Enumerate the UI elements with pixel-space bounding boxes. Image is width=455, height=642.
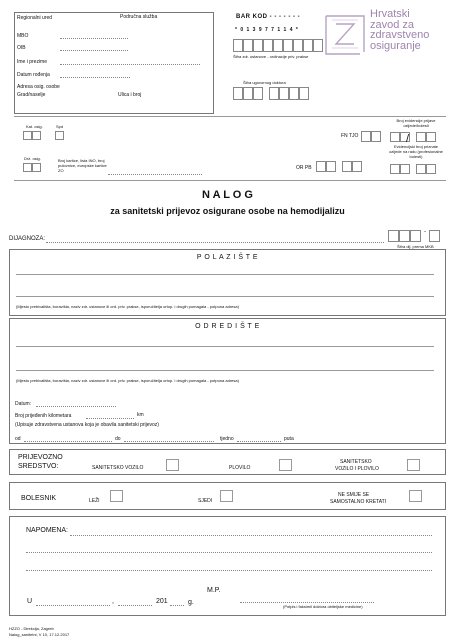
or-pb-label: OR PB — [296, 165, 312, 171]
insurance-category-label: Kat. osig. — [26, 124, 43, 129]
date-comma: , — [112, 598, 114, 605]
ambulance-and-boat-label-2: VOZILO I PLOVILO — [335, 466, 379, 472]
mkb-label: Šifra dij. prema MKB — [397, 244, 434, 249]
km-label: Broj prijeđenih kilometara — [15, 413, 72, 419]
ambulance-option-label: SANITETSKO VOZILO — [92, 465, 144, 471]
diagnosis-label: DIJAGNOZA: — [9, 236, 46, 242]
or-cell[interactable] — [316, 161, 326, 172]
od-label: od — [15, 436, 21, 442]
mkb-cell-3[interactable] — [410, 230, 421, 242]
country-cell[interactable] — [32, 163, 41, 172]
destination-line-1[interactable] — [16, 346, 434, 347]
do-label: do — [115, 436, 121, 442]
oib-label: OIB — [17, 45, 26, 51]
inst-code-cell[interactable] — [243, 39, 253, 52]
ambulance-and-boat-label-1: SANITETSKO — [340, 459, 372, 465]
evidence-slash: / — [406, 133, 410, 145]
signature-hint: (Potpis i faksimil doktora obiteljske medicine) — [283, 604, 363, 609]
spd-label: Spd — [56, 124, 64, 129]
doctor-code-cell[interactable] — [233, 87, 243, 100]
footer-line-1: HZZO - Direkcija, Zagreb — [9, 626, 54, 631]
doctor-code-cell[interactable] — [253, 87, 263, 100]
cannot-move-label-1: NE SMIJE SE — [338, 492, 370, 498]
inst-code-cell[interactable] — [253, 39, 263, 52]
origin-heading: P O L A Z I Š T E — [196, 254, 259, 261]
inst-code-cell[interactable] — [263, 39, 273, 52]
fn-cell[interactable] — [371, 131, 381, 142]
evid2-cell[interactable] — [416, 164, 426, 174]
inst-code-cell[interactable] — [273, 39, 283, 52]
doctor-code-cell[interactable] — [289, 87, 299, 100]
evid2-cell[interactable] — [400, 164, 410, 174]
tjedno-field[interactable] — [237, 441, 281, 442]
regional-office-label: Regionalni ured — [17, 15, 53, 21]
place-field[interactable] — [36, 605, 110, 606]
card-number-field[interactable] — [108, 174, 202, 175]
mkb-cell-1[interactable] — [388, 230, 399, 242]
mkb-cell-2[interactable] — [399, 230, 410, 242]
country-label: Drž. osig. — [24, 156, 41, 161]
km-field[interactable] — [86, 418, 134, 419]
origin-line-2[interactable] — [16, 296, 434, 297]
year-suffix: g. — [188, 599, 194, 606]
evid-cell[interactable] — [426, 132, 436, 142]
logo-line-4: osiguranje — [370, 39, 421, 52]
note-section — [9, 516, 446, 616]
year-field[interactable] — [170, 605, 184, 606]
document-subtitle: za sanitetski prijevoz osigurane osobe na hemodijalizu — [110, 206, 345, 216]
city-label: Grad/naselje — [17, 92, 46, 98]
evid-cell[interactable] — [416, 132, 426, 142]
note-line-2[interactable] — [26, 552, 432, 553]
or-cell[interactable] — [352, 161, 362, 172]
name-field[interactable] — [60, 64, 200, 65]
evidence-number-2-label: Evidencijski broj priznate ozljede na radu (profesionalne bolesti) — [389, 144, 443, 159]
ambulance-checkbox[interactable] — [166, 459, 179, 471]
facility-hint: (Upisuje zdravstvena ustanova koja je obavila sanitetski prijevoz) — [15, 422, 159, 428]
country-cell[interactable] — [23, 163, 32, 172]
od-field[interactable] — [24, 441, 112, 442]
codes-bottom-rule — [14, 180, 446, 181]
note-label: NAPOMENA: — [26, 527, 69, 534]
lying-checkbox[interactable] — [110, 490, 123, 502]
doctor-code-cell[interactable] — [299, 87, 309, 100]
address-label: Adresa osig. osobe — [17, 84, 60, 90]
document-title: N A L O G — [202, 189, 253, 201]
sitting-checkbox[interactable] — [220, 490, 233, 502]
doctor-code-cell[interactable] — [279, 87, 289, 100]
codes-top-rule — [14, 116, 446, 117]
evid-cell[interactable] — [390, 132, 400, 142]
inst-code-cell[interactable] — [293, 39, 303, 52]
mbo-field[interactable] — [60, 38, 128, 39]
note-line-1[interactable] — [70, 535, 432, 536]
footer-line-2: Nalog_sanitetni, V 10, 17.12.2017 — [9, 632, 70, 637]
inst-code-cell[interactable] — [233, 39, 243, 52]
year-label: 201 — [156, 598, 168, 605]
transport-label-2: SREDSTVO: — [18, 463, 59, 470]
boat-option-label: PLOVILO — [229, 465, 251, 471]
evid2-cell[interactable] — [390, 164, 400, 174]
signature-field[interactable] — [240, 602, 374, 603]
date-field[interactable] — [36, 406, 116, 407]
mkb-cell-4[interactable] — [429, 230, 440, 242]
transport-section — [9, 449, 446, 475]
destination-hint: (Mjesto prebivališta, boravišta, naziv zdr. ustanove ili ord. priv. prakse, isporučitelja ortop. i drugih pomagala - potpuna adresa) — [16, 378, 239, 383]
doctor-code-label: Šifra ugovornog doktora — [243, 80, 286, 85]
tjedno-label: tjedno — [220, 436, 234, 442]
date-label: Datum: — [15, 401, 32, 407]
name-label: Ime i prezime — [17, 59, 48, 65]
or-cell[interactable] — [326, 161, 336, 172]
or-cell[interactable] — [342, 161, 352, 172]
inst-code-cell[interactable] — [283, 39, 293, 52]
logo-line-1: Hrvatski — [370, 8, 410, 20]
sitting-option-label: SJEDI — [198, 498, 213, 504]
category-cell-2[interactable] — [32, 131, 41, 140]
destination-line-2[interactable] — [16, 370, 434, 371]
hzzo-logo — [324, 10, 366, 56]
mbo-label: MBO — [17, 33, 29, 39]
barcode-label: BAR KOD - - - - - - - — [236, 14, 301, 20]
hzzo-logo-icon — [324, 10, 366, 56]
origin-hint: (Mjesto prebivališta, boravišta, naziv zdr. ustanove ili ord. priv. prakse, isporučitelja ortop. i drugih pomagala - potpuna adresa) — [16, 304, 239, 309]
inst-code-cell[interactable] — [303, 39, 313, 52]
fn-cell[interactable] — [361, 131, 371, 142]
institution-code-label: Šifra zdr. ustanove - ordinacije priv. prakse — [233, 54, 309, 59]
card-number-label: Broj kartice, lista INO, broj putovnice, europske kartice ZO — [58, 158, 107, 173]
evid2-cell[interactable] — [426, 164, 436, 174]
dob-field[interactable] — [60, 77, 130, 78]
category-cell-1[interactable] — [23, 131, 32, 140]
note-line-3[interactable] — [26, 570, 432, 571]
doctor-code-cell[interactable] — [269, 87, 279, 100]
inst-code-cell[interactable] — [313, 39, 323, 52]
puta-label: puta — [284, 436, 294, 442]
evidence-number-label: Broj evidencije prijave ozljede/bolesti — [396, 118, 436, 128]
oib-field[interactable] — [60, 50, 128, 51]
logo-line-3: zdravstveno — [370, 29, 430, 41]
place-label: U — [27, 598, 33, 605]
spd-cell[interactable] — [55, 131, 64, 140]
barcode-number: * 0 1 3 9 7 7 1 1 4 * — [235, 27, 299, 33]
dob-label: Datum rođenja — [17, 72, 50, 78]
doctor-code-cell[interactable] — [243, 87, 253, 100]
transport-label-1: PRIJEVOZNO — [18, 454, 63, 461]
mkb-dash: - — [424, 229, 426, 235]
km-unit: km — [137, 412, 144, 418]
branch-office-label: Područna služba — [120, 14, 158, 20]
ambulance-and-boat-checkbox[interactable] — [407, 459, 420, 471]
destination-heading: O D R E D I Š T E — [195, 323, 260, 330]
do-field[interactable] — [124, 441, 214, 442]
origin-line-1[interactable] — [16, 274, 434, 275]
logo-text — [370, 9, 429, 51]
stamp-label: M.P. — [207, 587, 221, 594]
diagnosis-field[interactable] — [46, 242, 384, 243]
cannot-move-checkbox[interactable] — [409, 490, 422, 502]
cannot-move-label-2: SAMOSTALNO KRETATI — [330, 499, 387, 505]
street-label: Ulica i broj — [118, 92, 142, 98]
logo-line-2: zavod za — [370, 18, 415, 31]
fn-tjo-label: FN TJO — [341, 133, 359, 139]
lying-option-label: LEŽI — [89, 498, 100, 504]
day-month-field[interactable] — [118, 605, 152, 606]
boat-checkbox[interactable] — [279, 459, 292, 471]
patient-label: BOLESNIK — [21, 495, 57, 502]
